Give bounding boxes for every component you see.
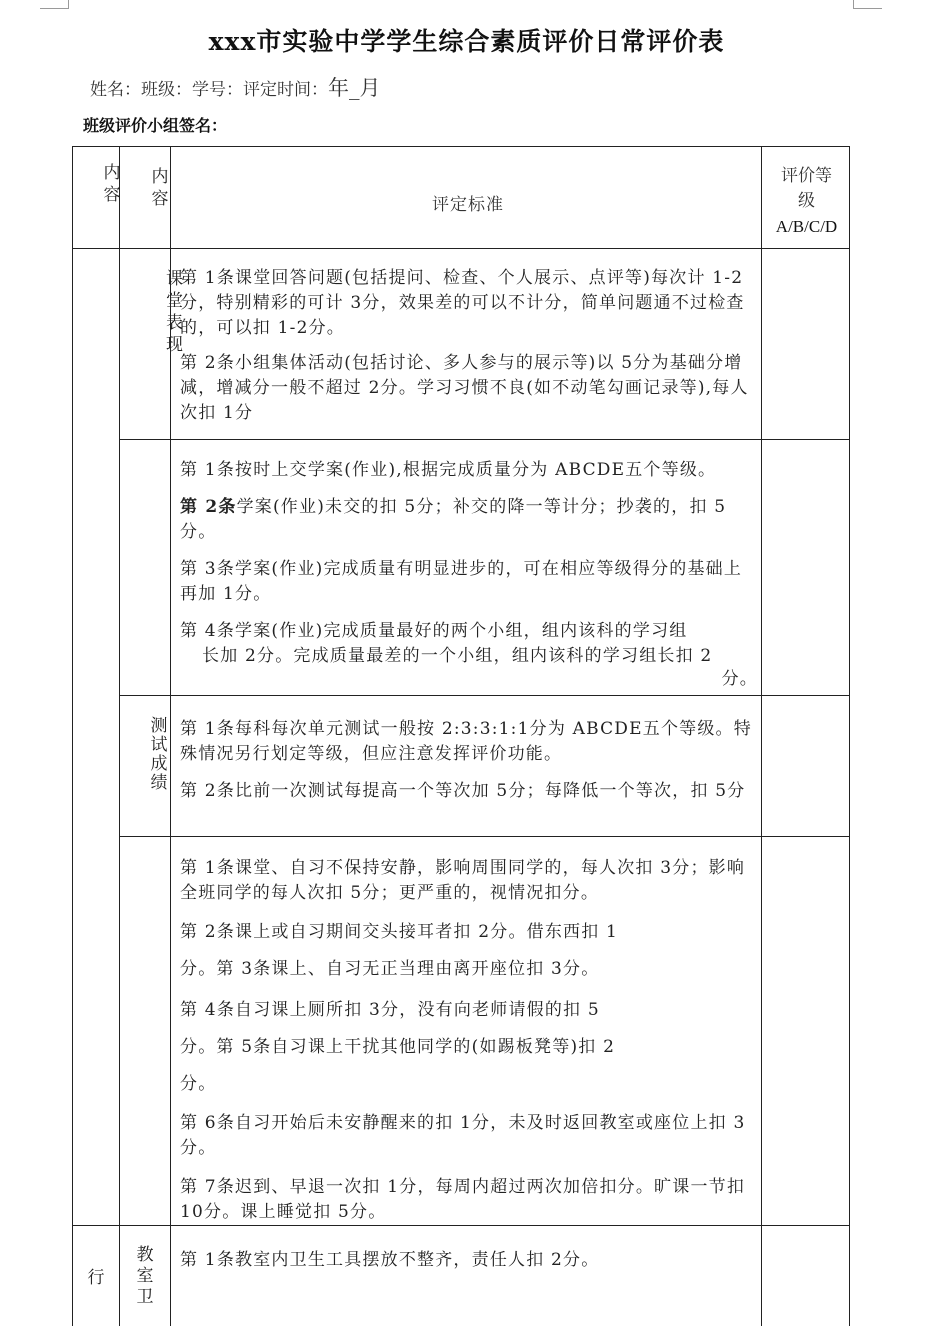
- row4-criteria: [180, 856, 758, 1225]
- page-corner-mark-left: [40, 0, 69, 9]
- row2-rule-3: 第 3条学案(作业)完成质量有明显进步的，可在相应等级得分的基础上再加 1分。: [180, 559, 743, 604]
- page-corner-mark-right: [853, 0, 882, 9]
- row4-rule-4: 第 4条自习课上厕所扣 3分，没有向老师请假的扣 5: [180, 1000, 600, 1020]
- row5-category-label: 行: [87, 1268, 105, 1288]
- page-title: xxx市实验中学学生综合素质评价日常评价表: [208, 27, 725, 56]
- row4-rule-3: 分。第 3条课上、自习无正当理由离开座位扣 3分。: [180, 959, 600, 979]
- table-border-right: [849, 146, 850, 1326]
- row2-rule-4-line3: 分。: [721, 669, 758, 689]
- row2-rule-2-prefix: 第 2条: [180, 497, 237, 517]
- header-criteria: 评定标准: [432, 195, 504, 215]
- table-divider-col1: [119, 146, 120, 1326]
- row5-criteria: [180, 1248, 758, 1273]
- row3-rule-2: 第 2条比前一次测试每提高一个等次加 5分；每降低一个等次，扣 5分: [180, 781, 746, 801]
- row1-criteria: [180, 266, 758, 426]
- row2-rule-4-line1: 第 4条学案(作业)完成质量最好的两个小组，组内该科的学习组: [180, 621, 688, 641]
- row5-label-classroom-hygiene: 教室卫: [136, 1245, 154, 1307]
- header-content-2: 内容: [151, 167, 169, 209]
- row4-bottom: [72, 1225, 850, 1226]
- header-row-bottom: [72, 248, 850, 249]
- row1-bottom: [120, 439, 850, 440]
- row3-criteria: [180, 717, 758, 804]
- row4-rule-1: 第 1条课堂、自习不保持安静，影响周围同学的，每人次扣 3分；影响全班同学的每人次扣 5分；更严重的，视情况扣分。: [180, 858, 746, 903]
- header-content-1: 内容: [103, 163, 121, 205]
- row2-rule-4-line2: 长加 2分。完成质量最差的一个小组，组内该科的学习组长扣 2: [202, 646, 713, 666]
- row1-rule-1: 第 1条课堂回答问题(包括提问、检查、个人展示、点评等)每次计 1-2分，特别精彩的可计 3分，效果差的可以不计分，简单问题通不过检查的，可以扣 1-2分。: [180, 268, 745, 338]
- table-border-left: [72, 146, 73, 1326]
- table-border-top: [72, 146, 850, 147]
- row1-rule-2: 第 2条小组集体活动(包括讨论、多人参与的展示等)以 5分为基础分增减，增减分一般不超过 2分。学习习惯不良(如不动笔勾画记录等),每人次扣 1分: [180, 353, 749, 423]
- row2-rule-1: 第 1条按时上交学案(作业),根据完成质量分为 ABCDE五个等级。: [180, 460, 717, 480]
- group-signature-label: 班级评价小组签名：: [83, 116, 228, 135]
- row3-bottom: [120, 836, 850, 837]
- row4-rule-5: 分。第 5条自习课上干扰其他同学的(如踢板凳等)扣 2: [180, 1037, 616, 1057]
- row2-bottom: [120, 695, 850, 696]
- info-fields: 姓名：班级：学号：评定时间：: [90, 80, 328, 100]
- row2-criteria: [180, 458, 758, 689]
- row4-rule-6: 第 6条自习开始后未安静醒来的扣 1分，未及时返回教室或座位上扣 3分。: [180, 1113, 746, 1158]
- row4-rule-5-cont: 分。: [180, 1074, 217, 1094]
- student-info-line: [90, 72, 381, 102]
- row3-label-test-scores: 测试成绩: [150, 716, 168, 793]
- header-grade: [763, 164, 850, 239]
- row2-rule-2: [180, 495, 758, 545]
- table-divider-col3: [761, 146, 762, 1326]
- clipped-category-label: 课堂表现: [166, 269, 183, 355]
- row4-rule-2: 第 2条课上或自习期间交头接耳者扣 2分。借东西扣 1: [180, 922, 619, 942]
- row3-rule-1: 第 1条每科每次单元测试一般按 2:3:3:1:1分为 ABCDE五个等级。特殊情况另行划定等级，但应注意发挥评价功能。: [180, 719, 752, 764]
- row2-rule-2-text: 学案(作业)未交的扣 5分；补交的降一等计分；抄袭的，扣 5分。: [180, 497, 727, 542]
- row5-rule-1: 第 1条教室内卫生工具摆放不整齐，责任人扣 2分。: [180, 1250, 600, 1270]
- info-month: 年_月: [328, 76, 381, 100]
- header-grade-scale: A/B/C/D: [775, 217, 838, 236]
- row4-rule-7: 第 7条迟到、早退一次扣 1分，每周内超过两次加倍扣分。旷课一节扣 10分。课上睡觉扣 5分。: [180, 1177, 746, 1222]
- header-grade-label: 评价等级: [781, 166, 832, 211]
